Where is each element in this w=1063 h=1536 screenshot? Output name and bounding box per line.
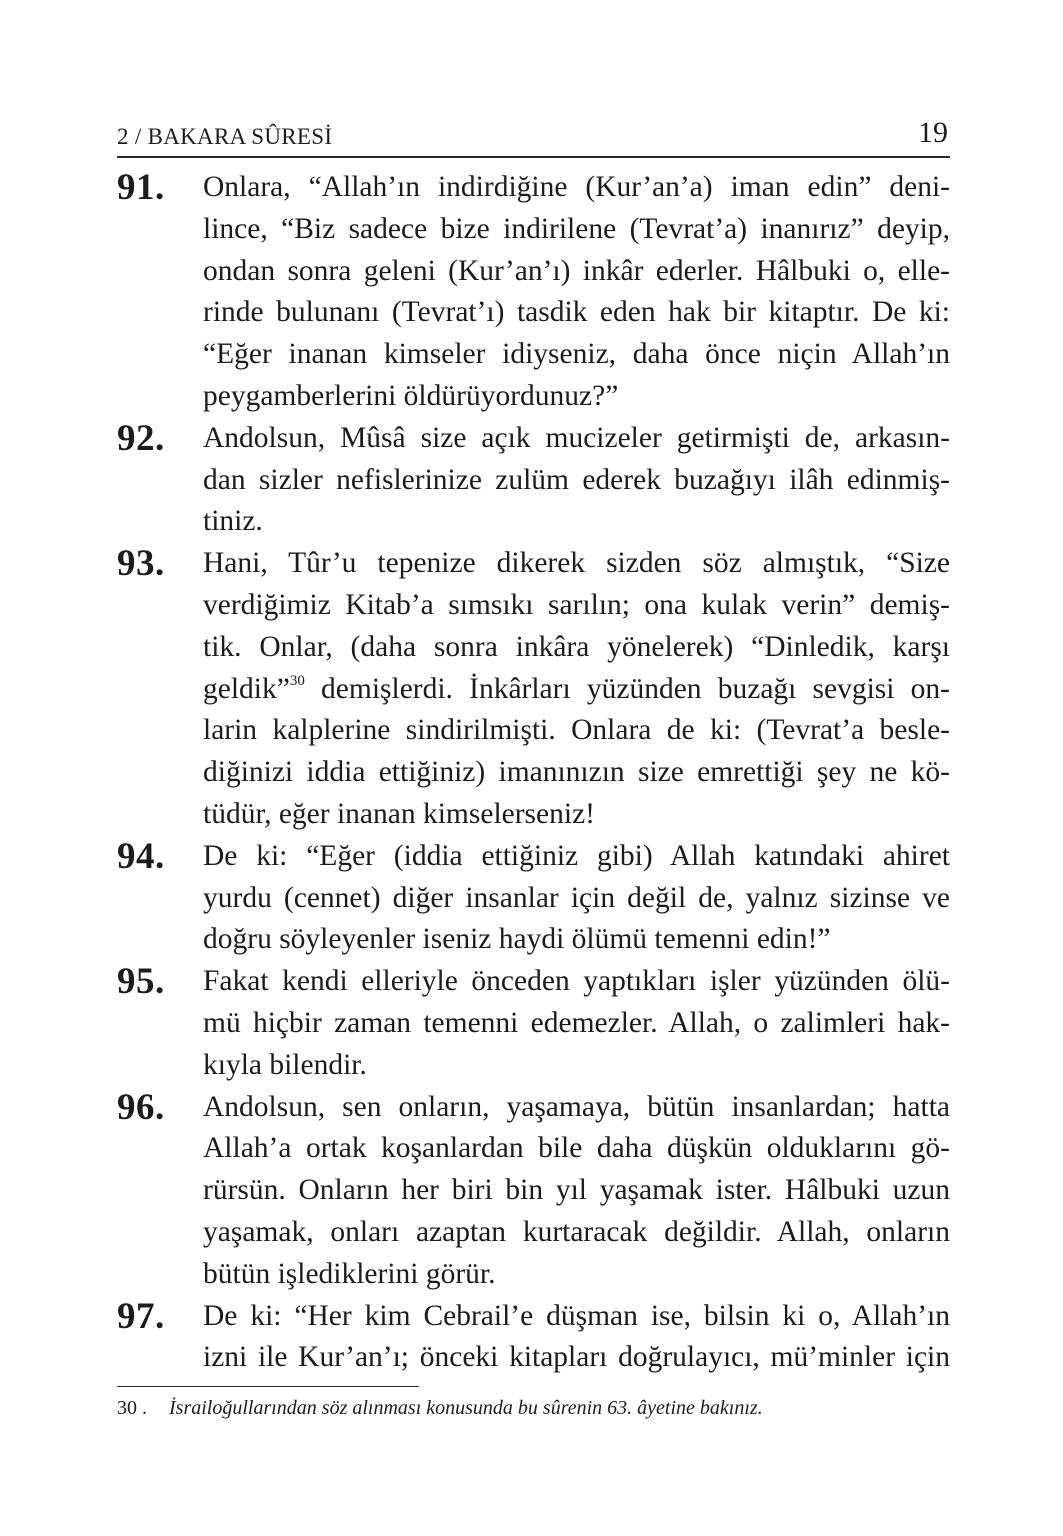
verse-line: Onlara, “Allah’ın indirdiğine (Kur’an’a) iman edin” deni-	[203, 171, 950, 203]
verse-93	[117, 543, 950, 585]
verse-line: tüdür, eğer inanan kimselerseniz!	[203, 797, 595, 830]
verse-line: verdiğimiz Kitab’a sımsıkı sarılın; ona kulak verin” demiş-	[203, 588, 950, 621]
verse-number: 94.	[117, 835, 165, 877]
verse-number: 95.	[117, 961, 165, 1003]
running-title: 2 / BAKARA SÛRESİ	[117, 124, 333, 149]
verse-line: ondan sonra geleni (Kur’an’ı) inkâr ederler. Hâlbuki o, elle-	[203, 254, 950, 287]
verse-line: tik. Onlar, (daha sonra inkâra yönelerek) “Dinledik, karşı	[203, 630, 950, 663]
verse-line: Andolsun, Mûsâ size açık mucizeler getirmişti de, arkasın-	[203, 421, 950, 454]
page-number: 19	[918, 116, 948, 149]
verse-line: larin kalplerine sindirilmişti. Onlara de ki: (Tevrat’a besle-	[203, 714, 950, 747]
verse-line: diğinizi iddia ettiğiniz) imanınızın size emrettiği şey ne kö-	[203, 756, 950, 789]
footnote-number: 30 .	[117, 1397, 147, 1419]
verse-line: Allah’a ortak koşanlardan bile daha düşkün olduklarını gö-	[203, 1132, 950, 1165]
verse-line-start: geldik”	[203, 672, 290, 705]
verse-line: lince, “Biz sadece bize indirilene (Tevrat’a) inanırız” deyip,	[203, 212, 950, 245]
verse-line: “Eğer inanan kimseler idiyseniz, daha önce niçin Allah’ın	[203, 338, 950, 371]
verse-line: mü hiçbir zaman temenni edemezler. Allah, o zalimleri hak-	[203, 1006, 950, 1039]
verse-95	[117, 961, 950, 1003]
footnote-divider	[117, 1386, 419, 1387]
verse-line-rest: demişlerdi. İnkârları yüzünden buzağı sevgisi on-	[321, 672, 950, 705]
verse-number: 92.	[117, 417, 165, 459]
verse-96	[117, 1087, 950, 1129]
verse-94	[117, 836, 950, 878]
verse-line: bütün işlediklerini görür.	[203, 1257, 496, 1290]
verse-list	[117, 167, 950, 1379]
verse-line: yaşamak, onları azaptan kurtaracak değildir. Allah, onların	[203, 1215, 950, 1248]
verse-line: De ki: “Her kim Cebrail’e düşman ise, bilsin ki o, Allah’ın	[203, 1299, 950, 1332]
verse-line: De ki: “Eğer (iddia ettiğiniz gibi) Allah katındaki ahiret	[203, 839, 950, 872]
verse-92	[117, 418, 950, 460]
footnote-ref[interactable]: 30	[289, 672, 305, 689]
verse-line	[203, 669, 950, 711]
verse-line: kıyla bilendir.	[203, 1048, 367, 1081]
verse-number: 91.	[117, 167, 165, 208]
verse-line: Andolsun, sen onların, yaşamaya, bütün insanlardan; hatta	[203, 1090, 950, 1123]
footnote	[117, 1397, 950, 1420]
verse-number: 96.	[117, 1086, 165, 1128]
verse-line: Fakat kendi elleriyle önceden yaptıkları işler yüzünden ölü-	[203, 965, 950, 998]
verse-91	[117, 167, 950, 209]
verse-line: doğru söyleyenler iseniz haydi ölümü temenni edin!”	[203, 923, 831, 956]
verse-line: rürsün. Onların her biri bin yıl yaşamak ister. Hâlbuki uzun	[203, 1174, 950, 1207]
footnote-text: İsrailoğullarından söz alınması konusunda bu sûrenin 63. âyetine bakınız.	[169, 1397, 763, 1419]
verse-line: yurdu (cennet) diğer insanlar için değil de, yalnız sizinse ve	[203, 881, 950, 914]
running-header	[117, 112, 950, 158]
verse-line: izni ile Kur’an’ı; önceki kitapları doğrulayıcı, mü’minler için	[203, 1341, 950, 1374]
verse-line: Hani, Tûr’u tepenize dikerek sizden söz almıştık, “Size	[203, 547, 950, 580]
verse-number: 93.	[117, 543, 165, 585]
verse-number: 97.	[117, 1295, 165, 1337]
verse-line: dan sizler nefislerinize zulüm ederek buzağıyı ilâh edinmiş-	[203, 463, 950, 496]
verse-line: tiniz.	[203, 505, 263, 538]
verse-97	[117, 1296, 950, 1338]
verse-line: peygamberlerini öldürüyordunuz?”	[203, 379, 619, 412]
verse-line: rinde bulunanı (Tevrat’ı) tasdik eden hak bir kitaptır. De ki:	[203, 296, 950, 329]
